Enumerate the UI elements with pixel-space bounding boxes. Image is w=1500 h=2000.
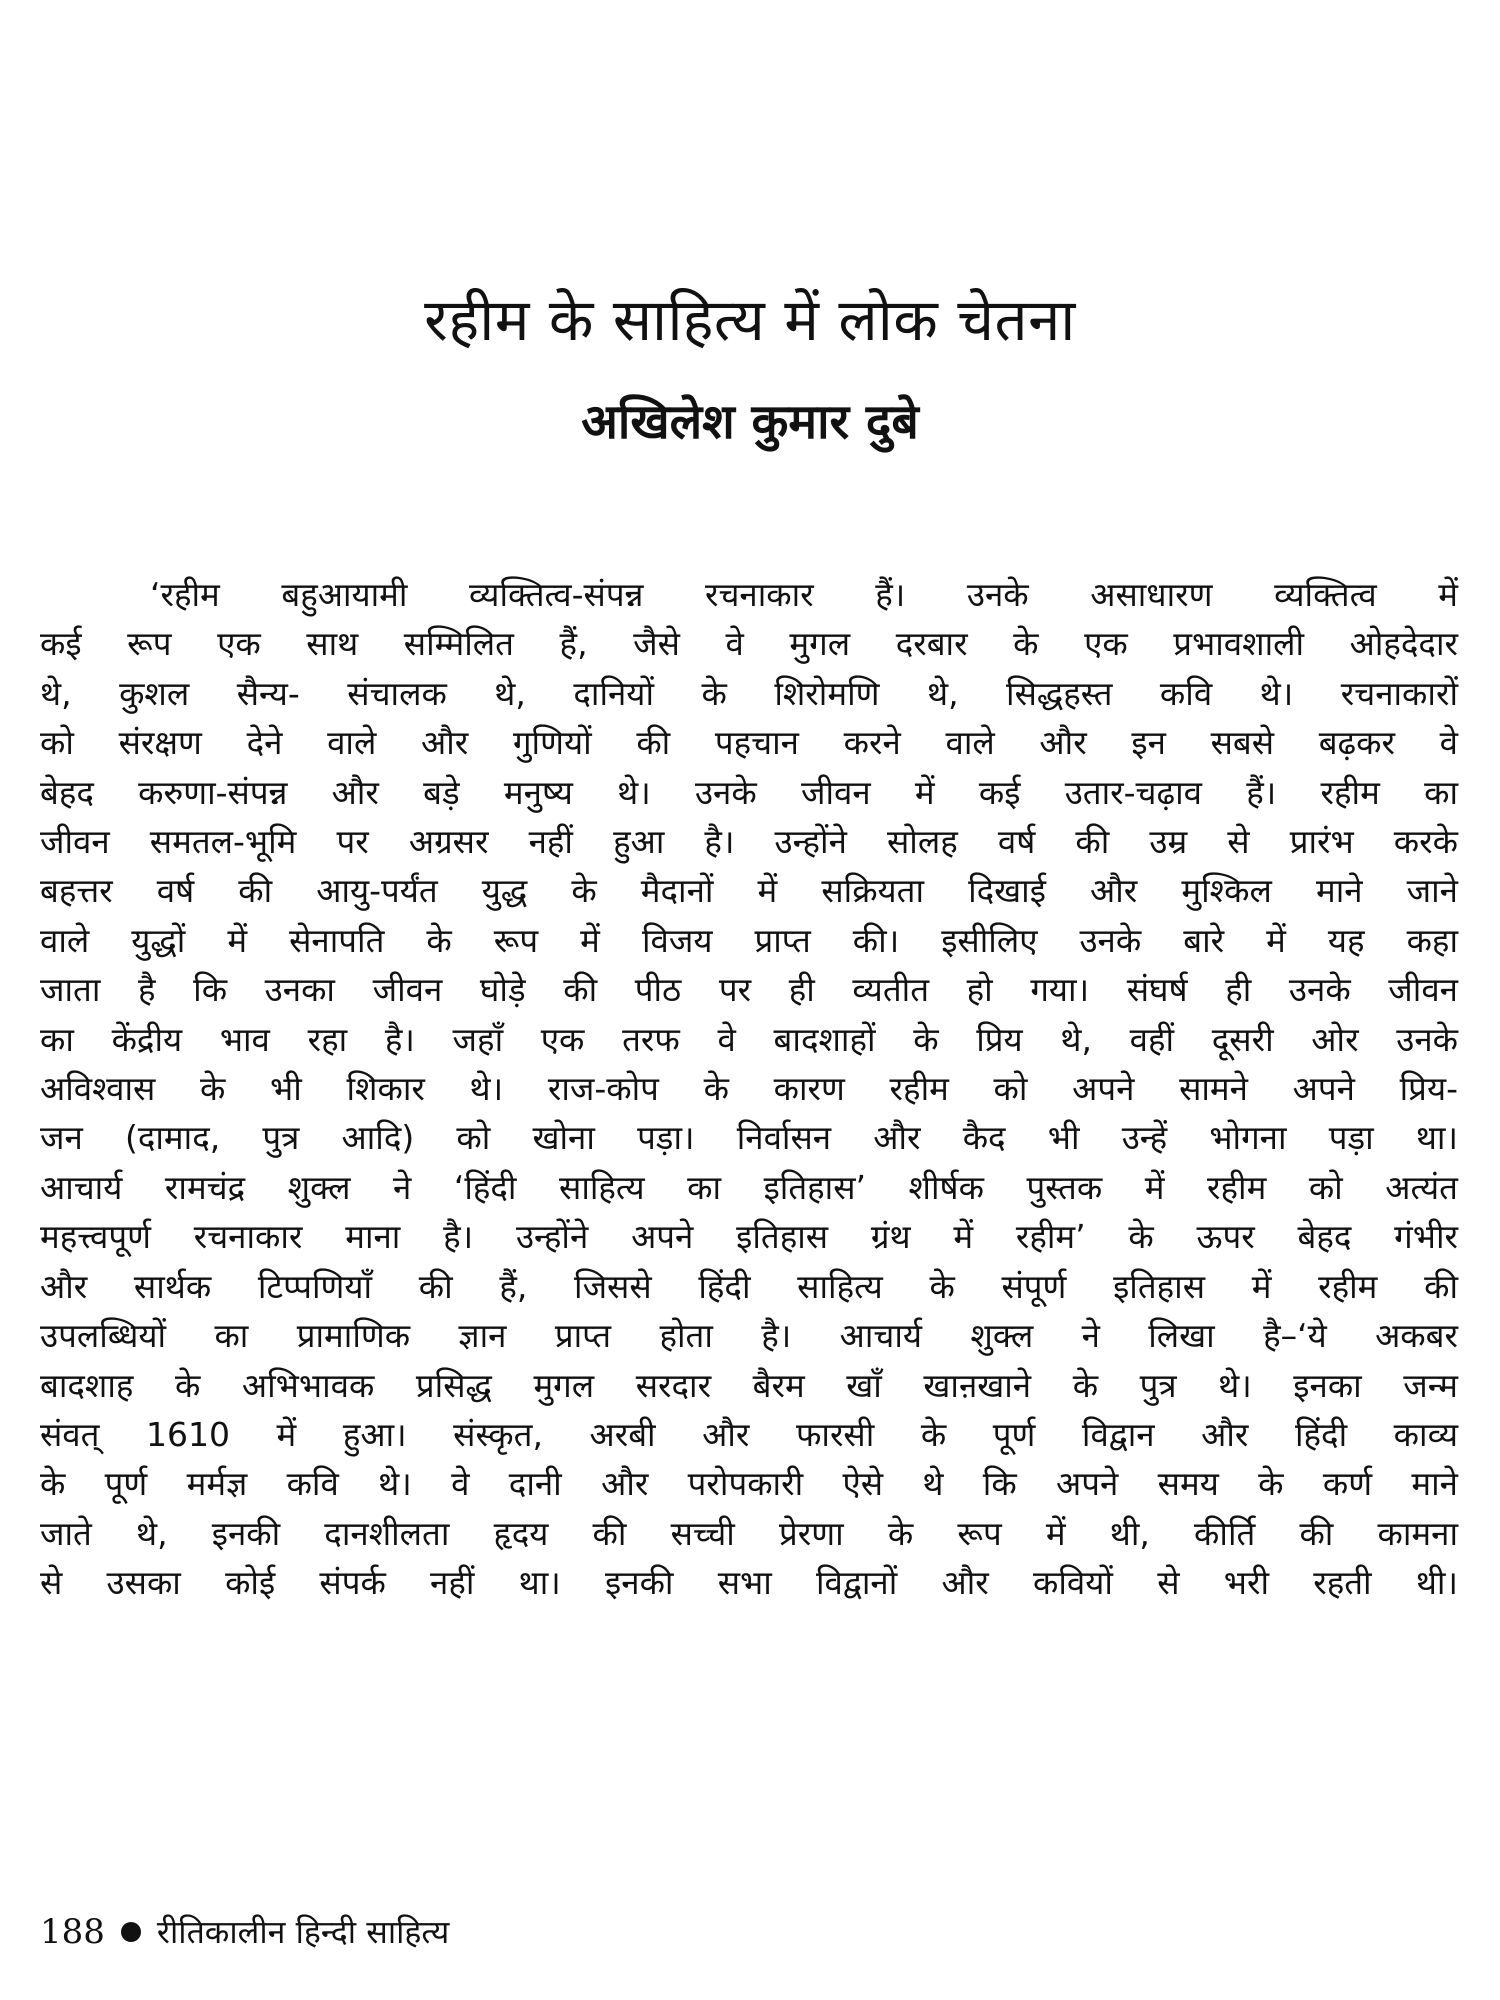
article-title: रहीम के साहित्य में लोक चेतना — [424, 286, 1076, 354]
body-line: से उसका कोई संपर्क नहीं था। इनकी सभा विद्वानों और कवियों से भरी रहती थी। — [40, 1563, 1458, 1603]
body-line: वाले युद्धों में सेनापति के रूप में विजय प्राप्त की। इसीलिए उनके बारे में यह कहा — [40, 920, 1458, 960]
body-line: बादशाह के अभिभावक प्रसिद्ध मुगल सरदार बैरम खाँ खाऩखाने के पुत्र थे। इनका जन्म — [40, 1365, 1458, 1405]
body-line: जीवन समतल-भूमि पर अग्रसर नहीं हुआ है। उन्होंने सोलह वर्ष की उम्र से प्रारंभ करके — [40, 822, 1458, 862]
body-line: जन (दामाद, पुत्र आदि) को खोना पड़ा। निर्वासन और कैद भी उन्हें भोगना पड़ा था। — [40, 1118, 1458, 1158]
body-line: के पूर्ण मर्मज्ञ कवि थे। वे दानी और परोपकारी ऐसे थे कि अपने समय के कर्ण माने — [40, 1464, 1458, 1504]
body-line: का केंद्रीय भाव रहा है। जहाँ एक तरफ वे बादशाहों के प्रिय थे, वहीं दूसरी ओर उनके — [40, 1019, 1458, 1059]
page-footer — [40, 1910, 449, 1953]
book-title: रीतिकालीन हिन्दी साहित्य — [156, 1913, 450, 1951]
body-line: और सार्थक टिप्पणियाँ की हैं, जिससे हिंदी साहित्य के संपूर्ण इतिहास में रहीम की — [40, 1266, 1458, 1306]
body-line: थे, कुशल सैन्य- संचालक थे, दानियों के शिरोमणि थे, सिद्धहस्त कवि थे। रचनाकारों — [40, 673, 1458, 713]
body-line: अविश्वास के भी शिकार थे। राज-कोप के कारण रहीम को अपने सामने अपने प्रिय- — [40, 1069, 1458, 1109]
bullet-icon — [121, 1922, 141, 1942]
body-line: को संरक्षण देने वाले और गुणियों की पहचान करने वाले और इन सबसे बढ़कर वे — [40, 723, 1458, 763]
page-number: 188 — [40, 1911, 105, 1952]
body-line: कई रूप एक साथ सम्मिलित हैं, जैसे वे मुगल दरबार के एक प्रभावशाली ओहदेदार — [40, 624, 1458, 664]
article-body — [40, 570, 1458, 1608]
body-line: बेहद करुणा-संपन्न और बड़े मनुष्य थे। उनके जीवन में कई उतार-चढ़ाव हैं। रहीम का — [40, 772, 1458, 812]
body-line: उपलब्धियों का प्रामाणिक ज्ञान प्राप्त होता है। आचार्य शुक्ल ने लिखा है–‘ये अकबर — [40, 1316, 1458, 1356]
body-line: ‘रहीम बहुआयामी व्यक्तित्व-संपन्न रचनाकार हैं। उनके असाधारण व्यक्तित्व में — [150, 575, 1458, 614]
article-author: अखिलेश कुमार दुबे — [581, 394, 919, 450]
body-line: जाते थे, इनकी दानशीलता हृदय की सच्ची प्रेरणा के रूप में थी, कीर्ति की कामना — [40, 1513, 1458, 1553]
body-line: बहत्तर वर्ष की आयु-पर्यंत युद्ध के मैदानों में सक्रियता दिखाई और मुश्किल माने जाने — [40, 871, 1458, 911]
body-line: महत्त्वपूर्ण रचनाकार माना है। उन्होंने अपने इतिहास ग्रंथ में रहीम’ के ऊपर बेहद गंभीर — [40, 1217, 1458, 1257]
body-line: आचार्य रामचंद्र शुक्ल ने ‘हिंदी साहित्य का इतिहास’ शीर्षक पुस्तक में रहीम को अत्यंत — [40, 1167, 1458, 1207]
body-line: संवत् 1610 में हुआ। संस्कृत, अरबी और फारसी के पूर्ण विद्वान और हिंदी काव्य — [40, 1414, 1458, 1454]
body-line: जाता है कि उनका जीवन घोड़े की पीठ पर ही व्यतीत हो गया। संघर्ष ही उनके जीवन — [40, 970, 1458, 1010]
